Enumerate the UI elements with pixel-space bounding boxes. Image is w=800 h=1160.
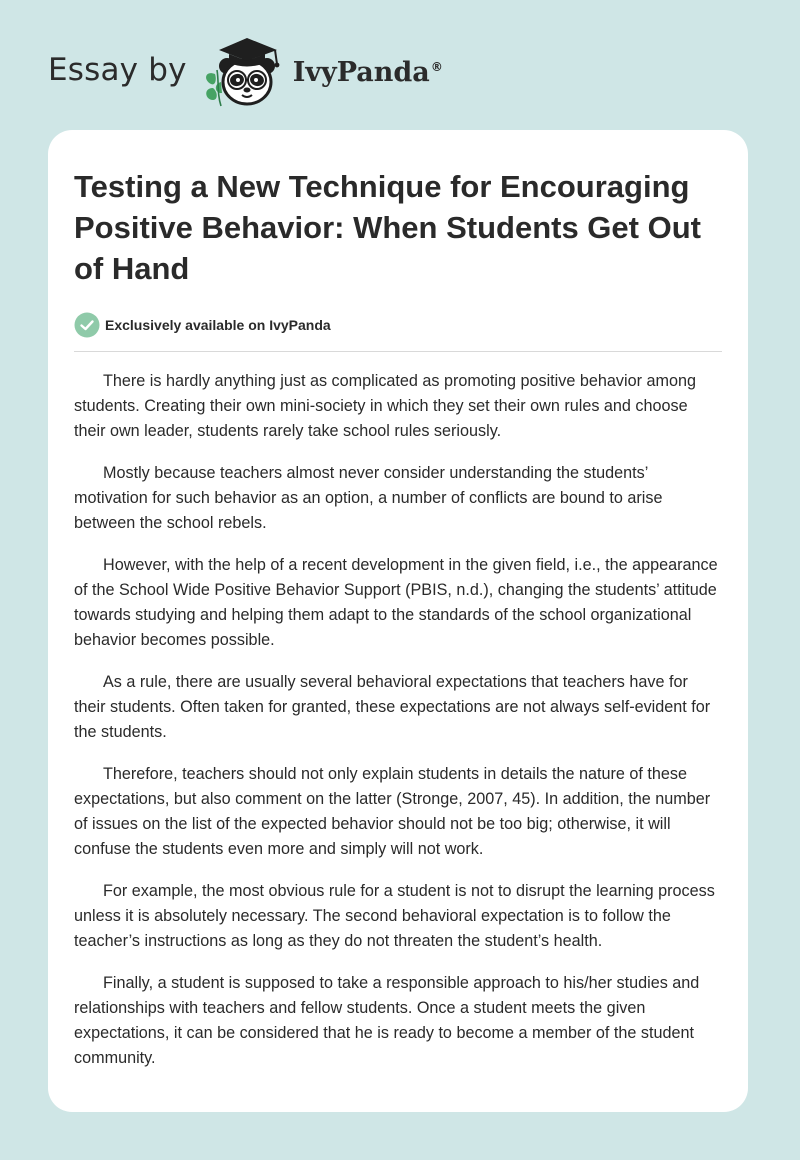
registered-mark: ® xyxy=(430,59,443,74)
divider xyxy=(74,351,722,352)
paragraph: However, with the help of a recent development in the given field, i.e., the appearance of the School Wide Positive Behavior Support (PBIS, n.d.), changing the students’ attitude towards studying and helping them adapt to the standards of the school organizational behavior becomes possible. xyxy=(74,556,718,649)
brand-header[interactable] xyxy=(48,30,443,110)
paragraph: As a rule, there are usually several behavioral expectations that teachers have for their students. Often taken for granted, these expectations are not always self-evident for the students. xyxy=(74,673,711,741)
essay-card xyxy=(48,130,748,1112)
paragraph: There is hardly anything just as complicated as promoting positive behavior among students. Creating their own mini-society in which they set their own rules and choose their own leader, students rarely take school rules seriously. xyxy=(74,372,696,440)
essay-body xyxy=(74,369,722,1071)
panda-logo-icon xyxy=(199,30,291,110)
paragraph: For example, the most obvious rule for a student is not to disrupt the learning process unless it is absolutely necessary. The second behavioral expectation is to follow the teacher’s instructions as long as they do not threaten the student’s health. xyxy=(74,882,715,950)
exclusive-label: Exclusively available on IvyPanda xyxy=(105,317,331,333)
brand-prefix: Essay by xyxy=(48,52,187,88)
paragraph: Therefore, teachers should not only explain students in details the nature of these expectations, but also comment on the latter (Stronge, 2007, 45). In addition, the number of issues on the list of the expected behavior should not be too big; otherwise, it will confuse the students even more and simply will not work. xyxy=(74,765,711,858)
paragraph: Mostly because teachers almost never consider understanding the students’ motivation for such behavior as an option, a number of conflicts are bound to arise between the school rebels. xyxy=(74,464,663,532)
essay-title: Testing a New Technique for Encouraging Positive Behavior: When Students Get Out of Hand xyxy=(74,169,701,286)
exclusive-badge xyxy=(74,312,722,338)
brand-name: IvyPanda® xyxy=(292,56,443,88)
paragraph: Finally, a student is supposed to take a responsible approach to his/her studies and relationships with teachers and fellow students. Once a student meets the given expectations, it can be considered that he is ready to become a member of the student community. xyxy=(74,974,700,1067)
checkmark-icon xyxy=(74,312,100,338)
